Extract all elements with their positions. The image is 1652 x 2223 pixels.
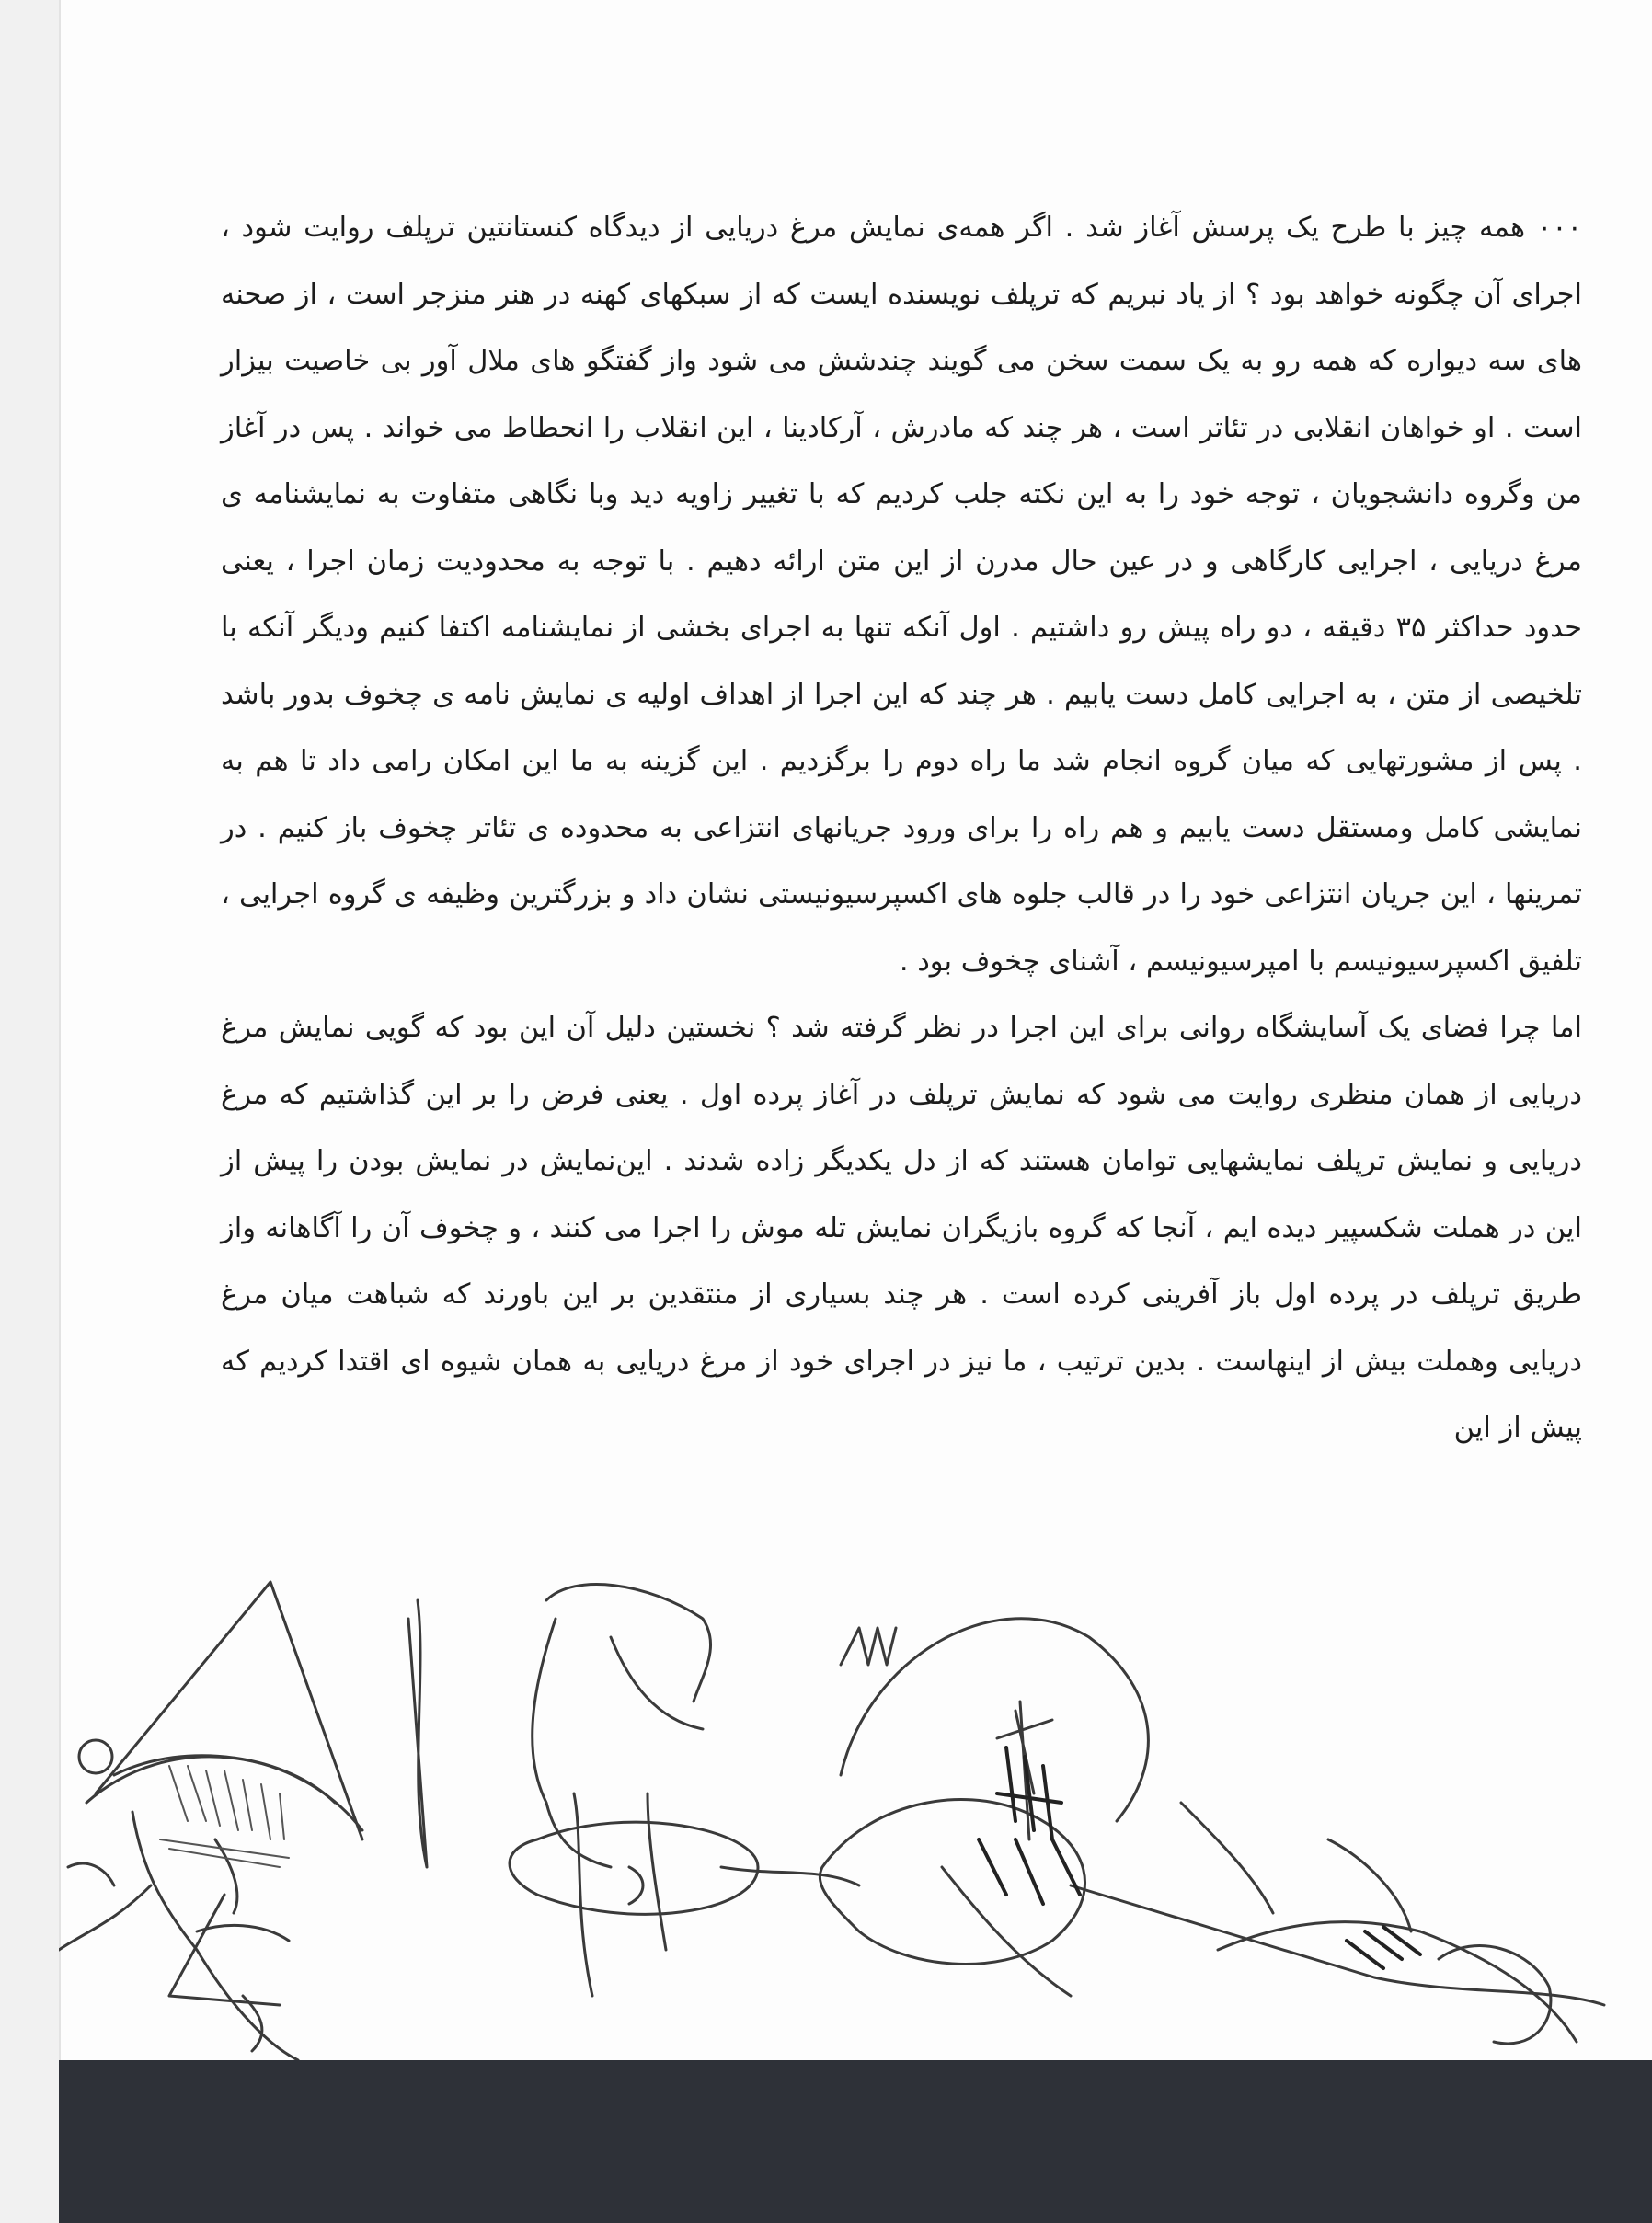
paragraph-2: اما چرا فضای یک آسایشگاه روانی برای این اجرا در نظر گرفته شد ؟ نخستین دلیل آن این بود که گویی نمایش مرغ دریایی از همان منظری روایت می شود که نمایش ترپلف در آغاز پرده اول . یعنی فرض را بر این گذاشتیم که مرغ دریایی و نمایش ترپلف نمایشهایی توامان هستند که از دل یکدیگر زاده شدند . این‌نمایش در نمایش بودن را پیش از این در هملت شکسپیر دیده ایم ، آنجا که گروه بازیگران نمایش تله موش را اجرا می کنند ، و چخوف آن را آگاهانه واز طریق ترپلف در پرده اول باز آفرینی کرده است . هر چند بسیاری از منتقدین بر این باورند که شباهت میان مرغ دریایی وهملت بیش از اینهاست . بدین ترتیب ، ما نیز در اجرای خود از مرغ دریایی به همان شیوه ای اقتدا کردیم که پیش از این [221, 1012, 1582, 1444]
sketch-figure-standing-icon [408, 1585, 859, 1996]
bottom-color-band [59, 2060, 1652, 2223]
page-left-edge [0, 0, 61, 2223]
pencil-sketch-illustration [59, 1564, 1652, 2060]
paragraph-1: ٠٠٠ همه چیز با طرح یک پرسش آغاز شد . اگر همه‌ی نمایش مرغ دریایی از دیدگاه کنستانتین ترپلف روایت شود ، اجرای آن چگونه خواهد بود ؟ از یاد نبریم که ترپلف نویسنده ایست که از سبکهای کهنه در هنر منزجر است ، از صحنه های سه دیواره که همه رو به یک سمت سخن می گویند چندشش می شود واز گفتگو های ملال آور بی خاصیت بیزار است . او خواهان انقلابی در تئاتر است ، هر چند که مادرش ، آرکادینا ، این انقلاب را انحطاط می خواند . پس در آغاز من وگروه دانشجویان ، توجه خود را به این نکته جلب کردیم که با تغییر زاویه دید وبا نگاهی متفاوت به نمایشنامه ی مرغ دریایی ، اجرایی کارگاهی و در عین حال مدرن از این متن ارائه دهیم . با توجه به محدودیت زمان اجرا ، یعنی حدود حداکثر ۳۵ دقیقه ، دو راه پیش رو داشتیم . اول آنکه تنها به اجرای بخشی از نمایشنامه اکتفا کنیم ودیگر آنکه با تلخیصی از متن ، به اجرایی کامل دست یابیم . هر چند که این اجرا از اهداف اولیه ی نمایش نامه ی چخوف بدور باشد . پس از مشورتهایی که میان گروه انجام شد ما راه دوم را برگزدیم . این گزینه به ما این امکان رامی داد تا هم به نمایشی کامل ومستقل دست یابیم و هم راه را برای ورود جریانهای انتزاعی به محدوده ی تئاتر چخوف باز کنیم . در تمرینها ، این جریان انتزاعی خود را در قالب جلوه های اکسپرسیونیستی نشان داد و بزرگترین وظیفه ی گروه اجرایی ، تلفیق اکسپرسیونیسم با امپرسیونیسم ، آشنای چخوف بود . [221, 212, 1582, 978]
sketch-figure-hat-icon [59, 1582, 362, 2060]
body-text [221, 195, 1582, 1462]
sketch-figure-rider-icon [820, 1619, 1604, 2044]
